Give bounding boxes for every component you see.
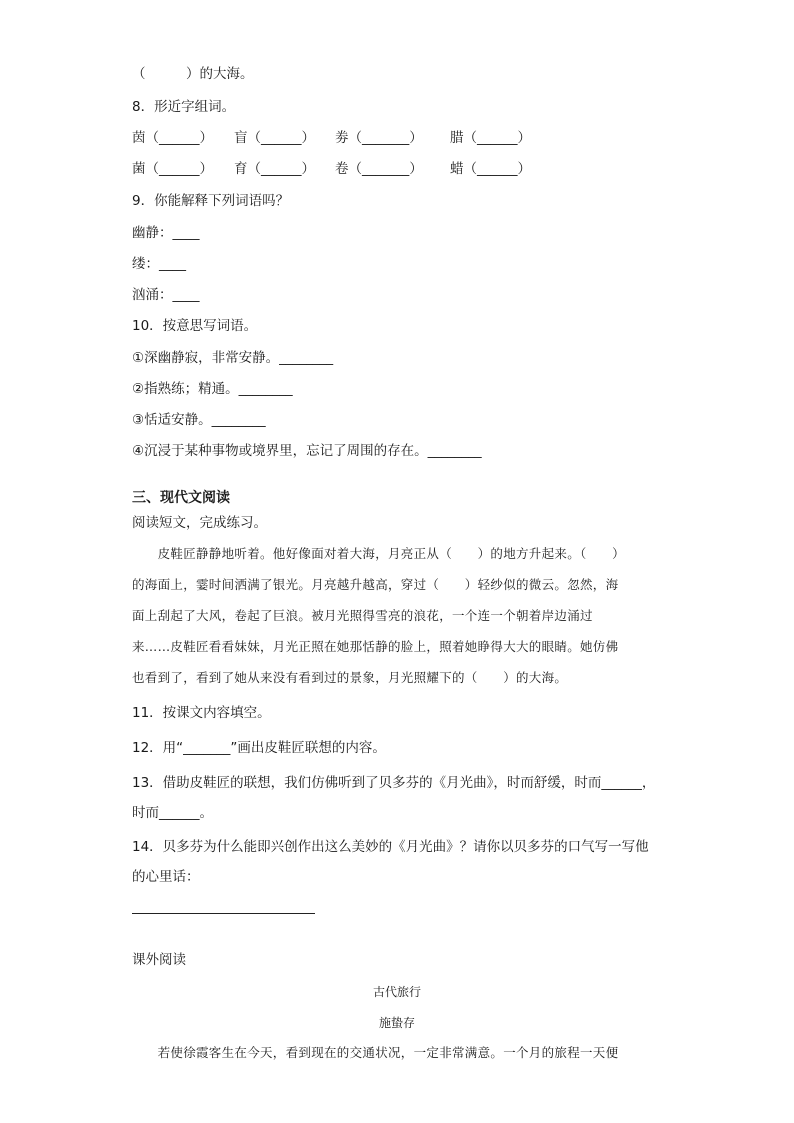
passage-line: 面上刮起了大风，卷起了巨浪。被月光照得雪亮的浪花，一个连一个朝着岸边涌过 bbox=[132, 608, 593, 623]
q10-item: ④沉浸于某种事物或境界里，忘记了周围的存在。________ bbox=[132, 443, 482, 459]
q10-title: 10．按意思写词语。 bbox=[132, 318, 258, 334]
article-author: 施蛰存 bbox=[378, 1016, 415, 1030]
q10-item: ②指熟练；精通。________ bbox=[132, 381, 293, 397]
passage-line: 皮鞋匠静静地听着。他好像面对着大海，月亮正从（ ）的地方升起来。（ ） bbox=[132, 546, 625, 561]
q8-item: 茵（______） bbox=[132, 130, 213, 146]
q14-line: 的心里话： bbox=[132, 869, 200, 885]
q8-item: 劵（_______） bbox=[335, 130, 423, 146]
q9-item: 幽静：____ bbox=[132, 225, 200, 241]
q10-item: ③恬适安静。________ bbox=[132, 412, 266, 428]
reading-instruction: 阅读短文，完成练习。 bbox=[132, 515, 267, 531]
q8-item: 卷（_______） bbox=[335, 161, 423, 177]
passage-line: 来……皮鞋匠看看妹妹，月光正照在她那恬静的脸上，照着她睁得大大的眼睛。她仿佛 bbox=[132, 639, 619, 654]
q8-item: 育（______） bbox=[234, 161, 315, 177]
q11: 11．按课文内容填空。 bbox=[132, 705, 271, 721]
q13-line: 时而______。 bbox=[132, 805, 213, 821]
q10-item: ①深幽静寂，非常安静。________ bbox=[132, 350, 334, 366]
section-heading: 三、现代文阅读 bbox=[132, 490, 230, 506]
q8-item: 腊（______） bbox=[450, 130, 531, 146]
q9-title: 9．你能解释下列词语吗？ bbox=[132, 193, 290, 209]
passage-line: 的海面上，霎时间洒满了银光。月亮越升越高，穿过（ ）轻纱似的微云。忽然，海 bbox=[132, 577, 619, 592]
q8-item: 菌（______） bbox=[132, 161, 213, 177]
q14-line: 14．贝多芬为什么能即兴创作出这么美妙的《月光曲》？请你以贝多芬的口气写一写他 bbox=[132, 839, 649, 855]
q12: 12．用“_______”画出皮鞋匠联想的内容。 bbox=[132, 740, 386, 756]
q13-line: 13．借助皮鞋匠的联想，我们仿佛听到了贝多芬的《月光曲》，时而舒缓，时而______， bbox=[132, 775, 656, 791]
extra-reading-label: 课外阅读 bbox=[132, 952, 186, 968]
q9-item: 缕：____ bbox=[132, 256, 186, 272]
q8-title: 8．形近字组词。 bbox=[132, 99, 236, 115]
q8-item: 盲（______） bbox=[234, 130, 315, 146]
q9-item: 汹涌：____ bbox=[132, 287, 200, 303]
q8-item: 蜡（______） bbox=[450, 161, 531, 177]
passage-line: 也看到了，看到了她从来没有看到过的景象，月光照耀下的（ ）的大海。 bbox=[132, 670, 568, 685]
article-first-line: 若使徐霞客生在今天，看到现在的交通状况，一定非常满意。一个月的旅程一天便 bbox=[132, 1045, 619, 1060]
blank-sea-line: （ ）的大海。 bbox=[132, 66, 254, 82]
article-title: 古代旅行 bbox=[372, 985, 421, 999]
answer-line bbox=[132, 913, 315, 914]
